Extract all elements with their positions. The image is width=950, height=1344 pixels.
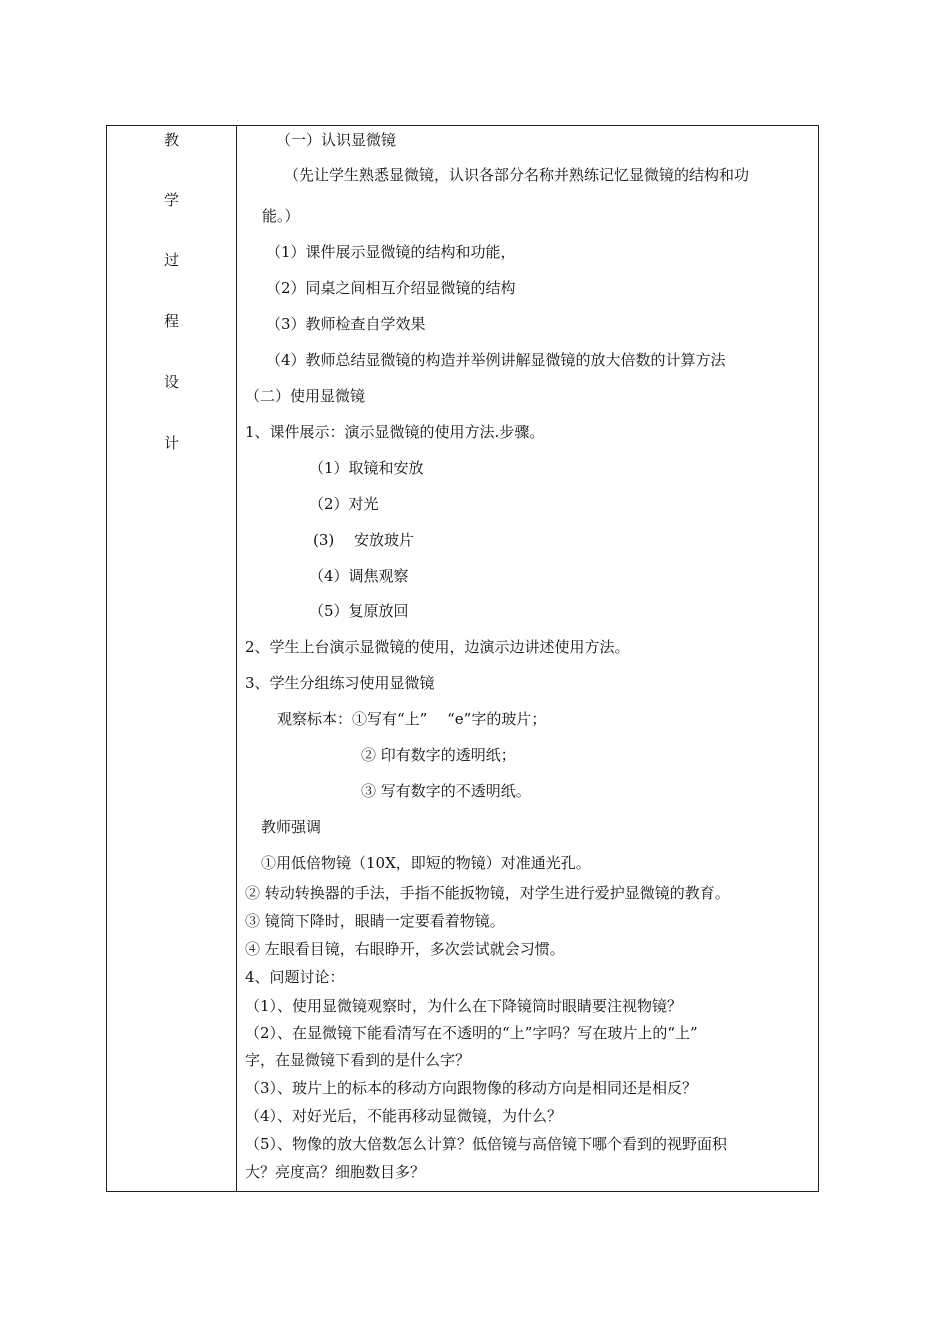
list-item: （5）复原放回 [309,602,409,620]
question-line: （2）、在显微镜下能看清写在不透明的“上”字吗？写在玻片上的“上” [245,1024,698,1042]
emphasis-line: ③ 镜筒下降时，眼睛一定要看着物镜。 [245,912,505,930]
side-label-char: 程 [163,312,179,330]
column-divider [236,126,237,1191]
question-line: （4）、对好光后，不能再移动显微镜，为什么？ [245,1107,563,1125]
list-item: （1）课件展示显微镜的结构和功能， [266,243,516,261]
paragraph-line: 1、课件展示：演示显微镜的使用方法.步骤。 [245,423,545,441]
emphasis-line: ①用低倍物镜（10X，即短的物镜）对准通光孔。 [261,854,591,872]
side-label-char: 教 [163,131,179,149]
specimen-line: 观察标本：①写有“上” “e”字的玻片； [277,710,547,728]
side-label-char: 计 [163,434,179,452]
emphasis-line: ② 转动转换器的手法，手指不能扳物镜，对学生进行爱护显微镜的教育。 [245,884,730,902]
lesson-table [106,125,819,1192]
question-line: 大？亮度高？细胞数目多？ [245,1163,426,1181]
question-line: 字，在显微镜下看到的是什么字？ [245,1051,471,1069]
side-label-char: 过 [163,251,179,269]
list-item: （3）教师检查自学效果 [266,315,426,333]
section-heading: （一）认识显微镜 [276,131,397,149]
paragraph-line: 4、问题讨论： [245,968,345,986]
list-item: （2）对光 [309,495,379,513]
paragraph-line: 3、学生分组练习使用显微镜 [245,674,435,692]
paragraph-line: （先让学生熟悉显微镜，认识各部分名称并熟练记忆显微镜的结构和功 [284,166,750,184]
list-item: （1）取镜和安放 [309,459,424,477]
question-line: （5）、物像的放大倍数怎么计算？低倍镜与高倍镜下哪个看到的视野面积 [245,1135,728,1153]
emphasis-line: ④ 左眼看目镜，右眼睁开，多次尝试就会习惯。 [245,940,565,958]
specimen-line: ② 印有数字的透明纸； [361,746,516,764]
section-heading: （二）使用显微镜 [245,387,366,405]
side-label-char: 学 [163,191,179,209]
side-label-char: 设 [163,373,179,391]
subheading: 教师强调 [261,818,322,836]
question-line: （1）、使用显微镜观察时，为什么在下降镜筒时眼睛要注视物镜？ [245,997,683,1015]
question-line: （3）、玻片上的标本的移动方向跟物像的移动方向是相同还是相反？ [245,1079,698,1097]
list-item: (3) 安放玻片 [313,531,415,549]
specimen-line: ③ 写有数字的不透明纸。 [361,782,531,800]
list-item: （2）同桌之间相互介绍显微镜的结构 [266,279,516,297]
paragraph-line: 能。） [262,207,300,225]
list-item: （4）调焦观察 [309,567,409,585]
paragraph-line: 2、学生上台演示显微镜的使用，边演示边讲述使用方法。 [245,638,630,656]
list-item: （4）教师总结显微镜的构造并举例讲解显微镜的放大倍数的计算方法 [266,351,726,369]
